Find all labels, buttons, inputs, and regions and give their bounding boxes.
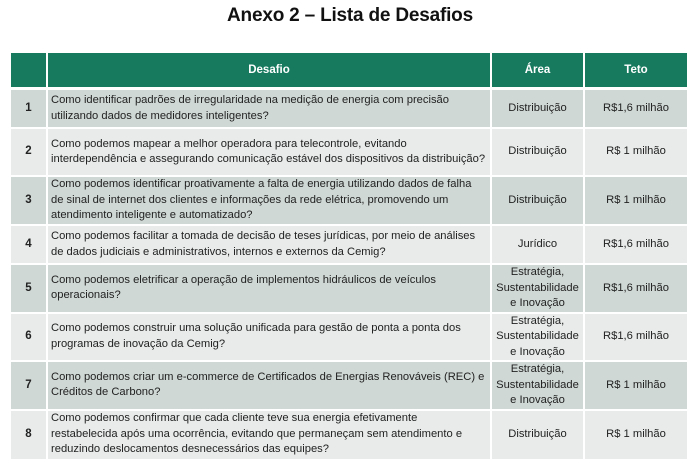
table-row xyxy=(11,129,687,177)
row-area: Distribuição xyxy=(492,129,585,177)
row-area: Distribuição xyxy=(492,90,585,129)
header-area: Área xyxy=(492,53,585,90)
table-row xyxy=(11,226,687,265)
row-number: 4 xyxy=(11,226,48,265)
row-desafio: Como podemos criar um e-commerce de Certificados de Energias Renováveis (REC) e Créditos de Carbono? xyxy=(48,362,492,411)
row-number: 8 xyxy=(11,411,48,461)
row-area: Distribuição xyxy=(492,411,585,461)
row-number: 2 xyxy=(11,129,48,177)
row-teto: R$1,6 milhão xyxy=(585,314,687,363)
table-row xyxy=(11,265,687,314)
row-desafio: Como podemos identificar proativamente a falta de energia utilizando dados de falha de sinal de internet dos clientes e informações da rede elétrica, promovendo um atendimento inteligente e automatizado? xyxy=(48,177,492,226)
document-title: Anexo 2 – Lista de Desafios xyxy=(227,5,473,26)
table-row xyxy=(11,90,687,129)
row-area: Estratégia, Sustentabilidade e Inovação xyxy=(492,265,585,314)
row-teto: R$ 1 milhão xyxy=(585,362,687,411)
row-area: Estratégia, Sustentabilidade e Inovação xyxy=(492,314,585,363)
row-area: Estratégia, Sustentabilidade e Inovação xyxy=(492,362,585,411)
row-number: 7 xyxy=(11,362,48,411)
row-teto: R$ 1 milhão xyxy=(585,177,687,226)
header-number xyxy=(11,53,48,90)
header-desafio: Desafio xyxy=(48,53,492,90)
table-row xyxy=(11,314,687,363)
row-desafio: Como podemos mapear a melhor operadora para telecontrole, evitando interdependência e assegurando comunicação estável dos dispositivos da distribuição? xyxy=(48,129,492,177)
row-desafio: Como podemos confirmar que cada cliente teve sua energia efetivamente restabelecida após uma ocorrência, evitando que permaneçam sem atendimento e reduzindo deslocamentos desnecessários das equipes? xyxy=(48,411,492,461)
row-area: Jurídico xyxy=(492,226,585,265)
row-number: 1 xyxy=(11,90,48,129)
challenges-table xyxy=(11,53,687,461)
row-number: 6 xyxy=(11,314,48,363)
row-desafio: Como podemos eletrificar a operação de implementos hidráulicos de veículos operacionais? xyxy=(48,265,492,314)
row-teto: R$ 1 milhão xyxy=(585,129,687,177)
row-teto: R$ 1 milhão xyxy=(585,411,687,461)
table-row xyxy=(11,362,687,411)
row-teto: R$1,6 milhão xyxy=(585,226,687,265)
row-number: 5 xyxy=(11,265,48,314)
table-row xyxy=(11,411,687,461)
row-desafio: Como identificar padrões de irregularidade na medição de energia com precisão utilizando dados de medidores inteligentes? xyxy=(48,90,492,129)
header-teto: Teto xyxy=(585,53,687,90)
row-number: 3 xyxy=(11,177,48,226)
row-teto: R$1,6 milhão xyxy=(585,265,687,314)
table-header-row xyxy=(11,53,687,90)
row-teto: R$1,6 milhão xyxy=(585,90,687,129)
row-area: Distribuição xyxy=(492,177,585,226)
row-desafio: Como podemos facilitar a tomada de decisão de teses jurídicas, por meio de análises de dados judiciais e administrativos, internos e externos da Cemig? xyxy=(48,226,492,265)
table-row xyxy=(11,177,687,226)
row-desafio: Como podemos construir uma solução unificada para gestão de ponta a ponta dos programas de inovação da Cemig? xyxy=(48,314,492,363)
